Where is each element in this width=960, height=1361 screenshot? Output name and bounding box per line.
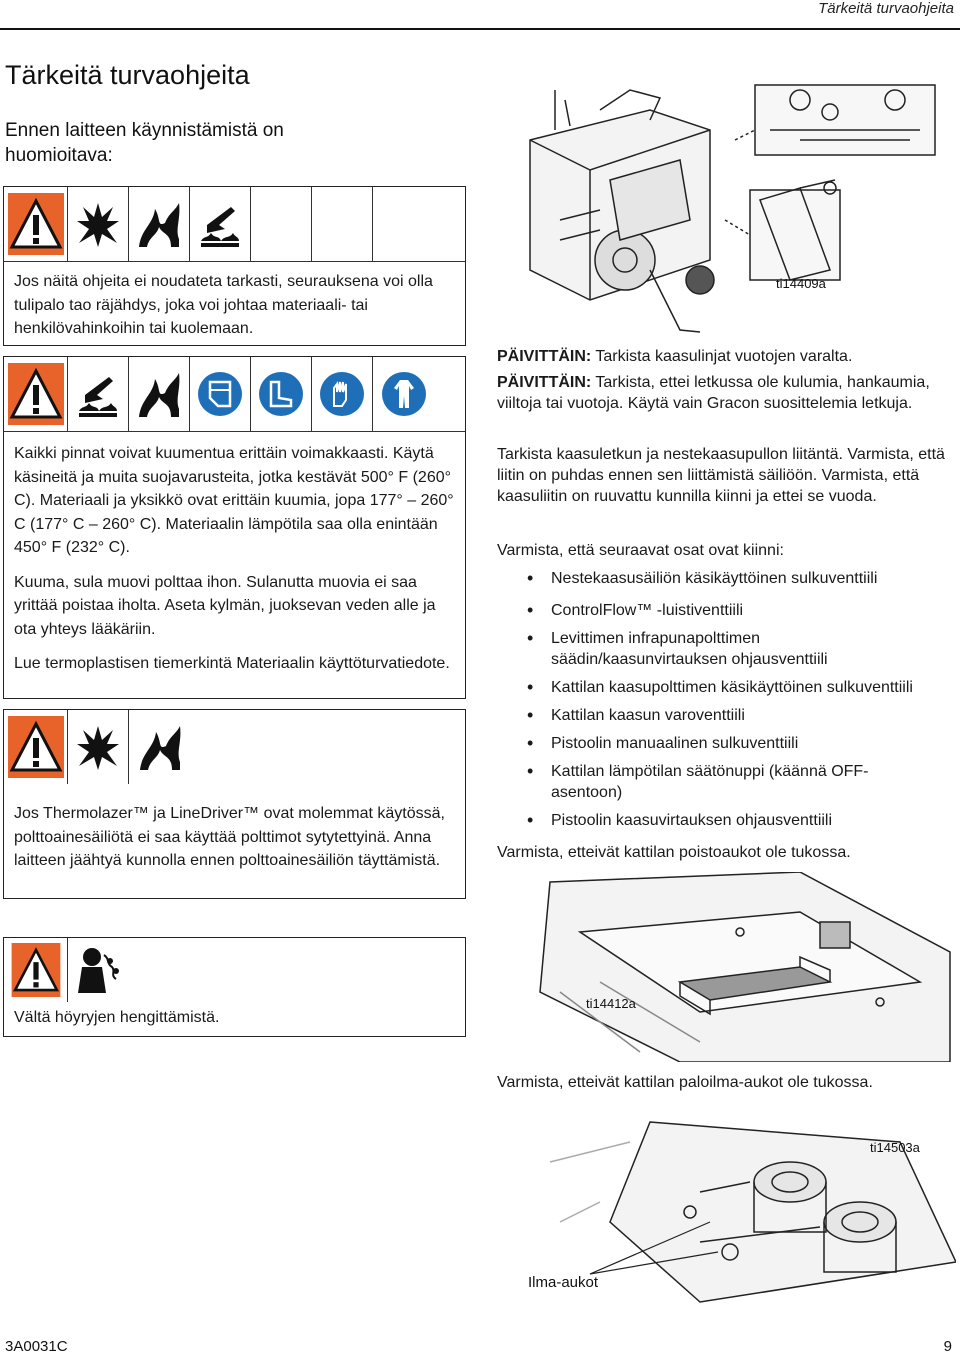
warning-text xyxy=(14,270,459,352)
warning-triangle-icon xyxy=(4,187,68,261)
divider xyxy=(4,431,465,432)
warning-paragraph: Kaikki pinnat voivat kuumentua erittäin voimakkaasti. Käytä käsineitä ja muita suojavarusteita, jotka kestävät 500° F (260° C). Materiaali ja yksikkö ovat erittäin kuumia, jopa 177° – 260° C (177° C – 260° C). Materiaalin lämpötila saa olla enintään 450° F (232° C). xyxy=(14,445,454,556)
hazard-icon-row xyxy=(4,710,190,784)
connection-check xyxy=(497,444,947,507)
boots-icon xyxy=(251,357,312,431)
empty-icon-cell xyxy=(373,187,434,261)
daily-label: PÄIVITTÄIN: xyxy=(497,348,592,365)
fire-icon xyxy=(129,357,190,431)
fire-icon xyxy=(129,710,190,784)
warning-box-hot-surface xyxy=(3,356,466,699)
page-title: Tärkeitä turvaohjeita xyxy=(5,60,250,90)
air-note xyxy=(497,1072,957,1093)
warning-triangle-icon xyxy=(4,357,68,431)
divider xyxy=(4,261,465,262)
figure-label: ti14409a xyxy=(776,276,826,291)
daily-check-1 xyxy=(497,346,957,367)
callout-label: Ilma-aukot xyxy=(528,1274,599,1291)
list-item: • Pistoolin kaasuvirtauksen ohjausventtiili xyxy=(497,810,959,831)
list-item: • ControlFlow™ -luistiventtiili xyxy=(497,600,959,621)
header-rule xyxy=(0,28,960,30)
warning-box-fire-explosion xyxy=(3,186,466,346)
explosion-icon xyxy=(68,187,129,261)
outlet-note-text: Varmista, etteivät kattilan poistoaukot ole tukossa. xyxy=(497,844,851,861)
doc-number: 3A0031C xyxy=(5,1338,68,1355)
face-shield-icon xyxy=(190,357,251,431)
ensure-tight-intro xyxy=(497,540,947,561)
warning-box-fumes xyxy=(3,937,466,1037)
boiler-outlet-illustration xyxy=(500,872,956,1062)
warning-paragraph: Lue termoplastisen tiemerkintä Materiaalin käyttöturvatiedote. xyxy=(14,655,450,672)
explosion-icon xyxy=(68,710,129,784)
list-item: • Kattilan lämpötilan säätönuppi (käännä OFF-asentoon) xyxy=(497,761,881,803)
list-item: • Nestekaasusäiliön käsikäyttöinen sulkuventtiili xyxy=(497,568,959,589)
list-item: • Kattilan kaasun varoventtiili xyxy=(497,705,959,726)
fire-icon xyxy=(129,187,190,261)
running-header: Tärkeitä turvaohjeita xyxy=(818,0,954,17)
empty-icon-cell xyxy=(251,187,312,261)
daily-check-2 xyxy=(497,372,937,414)
page-number: 9 xyxy=(943,1338,952,1355)
list-item: • Levittimen infrapunapolttimen säädin/kaasunvirtauksen ohjausventtiili xyxy=(497,628,851,670)
figure-label: ti14412a xyxy=(586,996,636,1011)
warning-paragraph: Vältä höyryjen hengittämistä. xyxy=(14,1009,220,1026)
machine-illustration xyxy=(500,70,956,340)
warning-text xyxy=(14,442,459,687)
coveralls-icon xyxy=(373,357,434,431)
warning-paragraph: Jos näitä ohjeita ei noudateta tarkasti, seurauksena voi olla tulipalo tao räjähdys, joka voi johtaa materiaali- tai henkilövahinkoihin tai kuolemaan. xyxy=(14,273,433,337)
subtitle: Ennen laitteen käynnistämistä on huomioitava: xyxy=(5,120,284,166)
outlet-note xyxy=(497,842,957,863)
warning-text xyxy=(14,802,459,884)
warning-paragraph: Jos Thermolazer™ ja LineDriver™ ovat molemmat käytössä, polttoainesäiliötä ei saa käyttää polttimot sytytettyinä. Anna laitteen jäähtyä kunnolla ennen polttoainesäiliön täyttämistä. xyxy=(14,805,445,869)
warning-box-fuel-tank xyxy=(3,709,466,899)
toxic-fumes-icon xyxy=(68,938,129,1002)
gloves-icon xyxy=(312,357,373,431)
valve-list xyxy=(497,568,959,831)
figure-label: ti14503a xyxy=(870,1140,920,1155)
hazard-icon-row xyxy=(4,187,434,261)
ensure-tight-text: Varmista, että seuraavat osat ovat kiinni: xyxy=(497,542,784,559)
list-item: • Kattilan kaasupolttimen käsikäyttöinen sulkuventtiili xyxy=(497,677,959,698)
hot-surface-icon xyxy=(68,357,129,431)
hazard-icon-row xyxy=(4,938,129,1002)
daily-text: Tarkista, ettei letkussa ole kulumia, hankaumia, viiltoja tai vuotoja. Käytä vain Gracon suosittelemia letkuja. xyxy=(497,374,930,412)
hazard-icon-row xyxy=(4,357,434,431)
connection-text: Tarkista kaasuletkun ja nestekaasupullon liitäntä. Varmista, että liitin on puhdas ennen sen liittämistä säiliöön. Varmista, että kaasuliitin on ruuvattu kunnilla kiinni ja ettei se vuoda. xyxy=(497,446,945,505)
warning-triangle-icon xyxy=(4,710,68,784)
warning-text xyxy=(14,1006,459,1041)
daily-text: Tarkista kaasulinjat vuotojen varalta. xyxy=(591,348,853,365)
burner-illustration xyxy=(500,1102,956,1322)
warning-paragraph: Kuuma, sula muovi polttaa ihon. Sulanutta muovia ei saa yrittää poistaa iholta. Aseta kylmän, juoksevan veden alle ja ota yhteys lääkäriin. xyxy=(14,573,436,638)
daily-label: PÄIVITTÄIN: xyxy=(497,374,592,391)
air-note-text: Varmista, etteivät kattilan paloilma-aukot ole tukossa. xyxy=(497,1074,873,1091)
list-item: • Pistoolin manuaalinen sulkuventtiili xyxy=(497,733,959,754)
warning-triangle-icon xyxy=(4,938,68,1002)
hot-surface-icon xyxy=(190,187,251,261)
empty-icon-cell xyxy=(312,187,373,261)
